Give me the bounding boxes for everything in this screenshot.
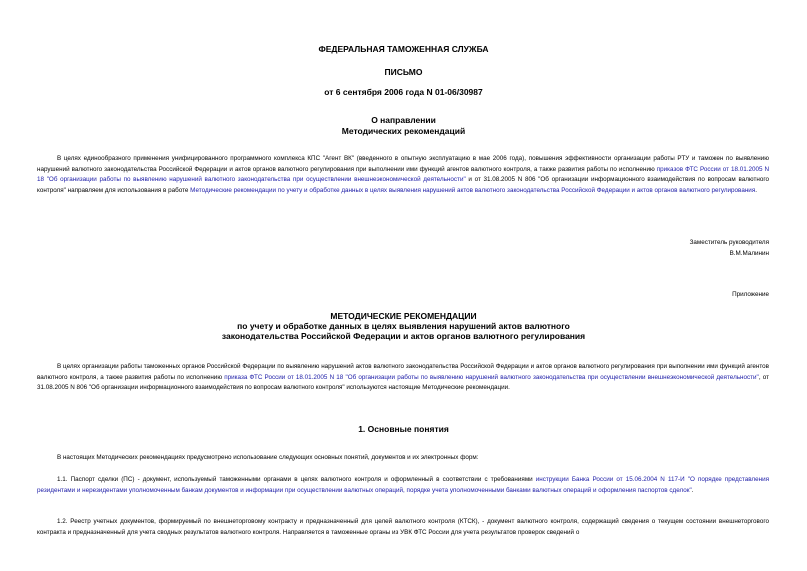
letter-text-1: В целях единообразного применения унифицированного программного комплекса КПС "Агент ВК" (введенного в опытную эксплуатацию в мае 2006 года), повышения эффективности организации работы РТУ и таможен по выявлению нарушений валютного законодательства Российской Федерации и актов органов валютного регулирования при выполнении ими функций агентов валютного контроля, а также развития работы по исполнению <box>37 155 769 173</box>
appendix-title-2: по учету и обработке данных в целях выявления нарушений актов валютного <box>237 321 570 331</box>
link-bank-instruction-117i[interactable]: инструкции Банка России от 15.06.2004 N 117-И "О порядке представления резидентами и нерезидентами уполномоченным банкам документов и информации при осуществлении валютных операций, порядке учета уполномоченными банками валютных операций и оформления паспортов сделок" <box>37 476 769 494</box>
item-1-1 <box>37 475 769 496</box>
appendix-title-1: МЕТОДИЧЕСКИЕ РЕКОМЕНДАЦИИ <box>330 311 477 321</box>
link-fts-order-18[interactable]: приказа ФТС России от 18.01.2005 N 18 "Об организации работы по выявлению нарушений валютного законодательства при осуществлении внешнеэкономической деятельности" <box>224 373 759 381</box>
item-1-1-text: 1.1. Паспорт сделки (ПС) - документ, используемый таможенными органами в целях валютного контроля и оформленный в соответствии с требованиями <box>57 476 536 483</box>
section-intro <box>37 453 769 464</box>
signature-name: В.М.Малинин <box>729 250 769 257</box>
subject-line-2: Методических рекомендаций <box>341 126 466 136</box>
appendix-label: Приложение <box>732 291 769 298</box>
appendix-text-1: В целях организации работы таможенных органов Российской Федерации по выявлению нарушений актов валютного законодательства Российской Федерации и актов органов валютного регулирования при выполнении ими функций агентов валютного контроля, а также развития работы по исполнению <box>37 363 769 381</box>
item-1-2 <box>37 517 769 538</box>
signature-position: Заместитель руководителя <box>689 239 769 246</box>
section-intro-text: В настоящих Методических рекомендациях предусмотрено использование следующих основных понятий, документов и их электронных форм: <box>57 454 479 461</box>
link-fts-order-18-806[interactable]: приказов ФТС России от 18.01.2005 N 18 "Об организации работы по выявлению нарушений валютного законодательства при осуществлении внешнеэкономической деятельности" <box>37 165 769 183</box>
letter-paragraph <box>37 154 769 196</box>
appendix-text-2: , от 31.08.2005 N 806 "Об организации информационного взаимодействия по вопросам валютного контроля" используются настоящие Методические рекомендации. <box>37 373 769 391</box>
section-heading: 1. Основные понятия <box>358 424 449 434</box>
subject-line-1: О направлении <box>371 115 436 125</box>
date-number: от 6 сентября 2006 года N 01-06/30987 <box>324 87 483 97</box>
link-methodical-recommendations[interactable]: Методические рекомендации по учету и обработке данных в целях выявления нарушений актов валютного законодательства Российской Федерации и актов органов валютного регулирования <box>190 186 756 194</box>
letter-text-3: . <box>755 186 757 194</box>
item-1-1-end: . <box>691 486 694 494</box>
appendix-paragraph <box>37 362 769 394</box>
appendix-title-3: законодательства Российской Федерации и актов органов валютного регулирования <box>221 331 586 341</box>
doc-type: ПИСЬМО <box>384 67 423 77</box>
agency-title: ФЕДЕРАЛЬНАЯ ТАМОЖЕННАЯ СЛУЖБА <box>318 44 489 54</box>
item-1-2-text: 1.2. Реестр учетных документов, формируемый по внешнеторговому контракту и предназначенный для целей валютного контроля (КТСК), - документ валютного контроля, содержащий сведения о текущем состоянии внешнеторгового контракта и предназначенный для учета сводных результатов валютного контроля. Направляется в таможенные органы из УВК ФТС России для учета результатов проверок сведений о <box>37 518 769 536</box>
letter-text-2: и от 31.08.2005 N 806 "Об организации информационного взаимодействия по вопросам валютного контроля" направляем для использования в работе <box>37 176 770 194</box>
